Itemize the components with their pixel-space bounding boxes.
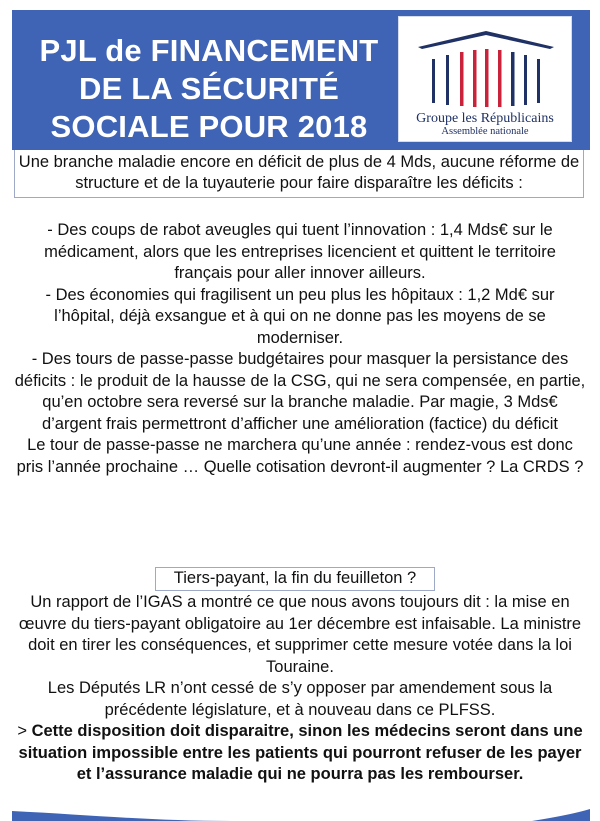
intro-box (14, 150, 584, 198)
conclusion-bold-text: Cette disposition doit disparaitre, sinon les médecins seront dans une situation impossible entre les patients qui pourront refuser de les payer et l’assurance maladie qui ne pourra pas les rembourser. (18, 722, 583, 783)
paragraph-igas: Un rapport de l’IGAS a montré ce que nous avons toujours dit : la mise en œuvre du tiers-payant obligatoire au 1er décembre est infaisable. La ministre doit en tirer les conséquences, et supprimer cette mesure votée dans la loi Touraine. (18, 593, 582, 676)
party-logo (398, 16, 572, 142)
assemblee-columns-logo-icon (410, 25, 562, 111)
title-line-2: DE LA SÉCURITÉ (78, 71, 339, 106)
title-line-3: SOCIALE POUR 2018 (50, 109, 368, 144)
paragraph-crds: Le tour de passe-passe ne marchera qu’une année : rendez-vous est donc pris l’année prochaine … Quelle cotisation devront-il augmenter ? La CRDS ? (16, 436, 584, 476)
bottom-decorative-edge (12, 805, 590, 821)
paragraph-deputes: Les Députés LR n’ont cessé de s’y opposer par amendement sous la précédente législature, et à nouveau dans ce PLFSS. (47, 679, 553, 719)
section-budget-critique (14, 220, 586, 478)
logo-group-name: Groupe les Républicains (416, 111, 554, 126)
intro-text: Une branche maladie encore en déficit de plus de 4 Mds, aucune réforme de structure et de la tuyauterie pour faire disparaître les déficits : (18, 153, 580, 192)
section-tiers-payant (14, 592, 586, 786)
page-title (34, 32, 384, 146)
paragraph-conclusion (14, 721, 586, 786)
section-title-tiers-payant: Tiers-payant, la fin du feuilleton ? (155, 567, 435, 591)
paragraph-hopitaux: - Des économies qui fragilisent un peu plus les hôpitaux : 1,2 Md€ sur l’hôpital, déjà exsangue et à qui on ne donne pas les moyens de se moderniser. (45, 285, 555, 347)
logo-subtitle: Assemblée nationale (441, 126, 529, 137)
paragraph-passe-passe: - Des tours de passe-passe budgétaires pour masquer la persistance des déficits : le produit de la hausse de la CSG, qui ne sera compensée, en partie, qu’en octobre sera reversé sur la branche maladie. Par magie, 3 Mds€ d’argent frais permettront d’afficher une amélioration (factice) du déficit (14, 350, 586, 433)
paragraph-innovation: - Des coups de rabot aveugles qui tuent l’innovation : 1,4 Mds€ sur le médicament, alors que les entreprises licencient et quittent le territoire français pour aller innover ailleurs. (44, 221, 556, 282)
conclusion-prefix: > (17, 722, 32, 740)
title-line-1: PJL de FINANCEMENT (39, 33, 379, 68)
decorative-blue-wave (12, 805, 590, 821)
